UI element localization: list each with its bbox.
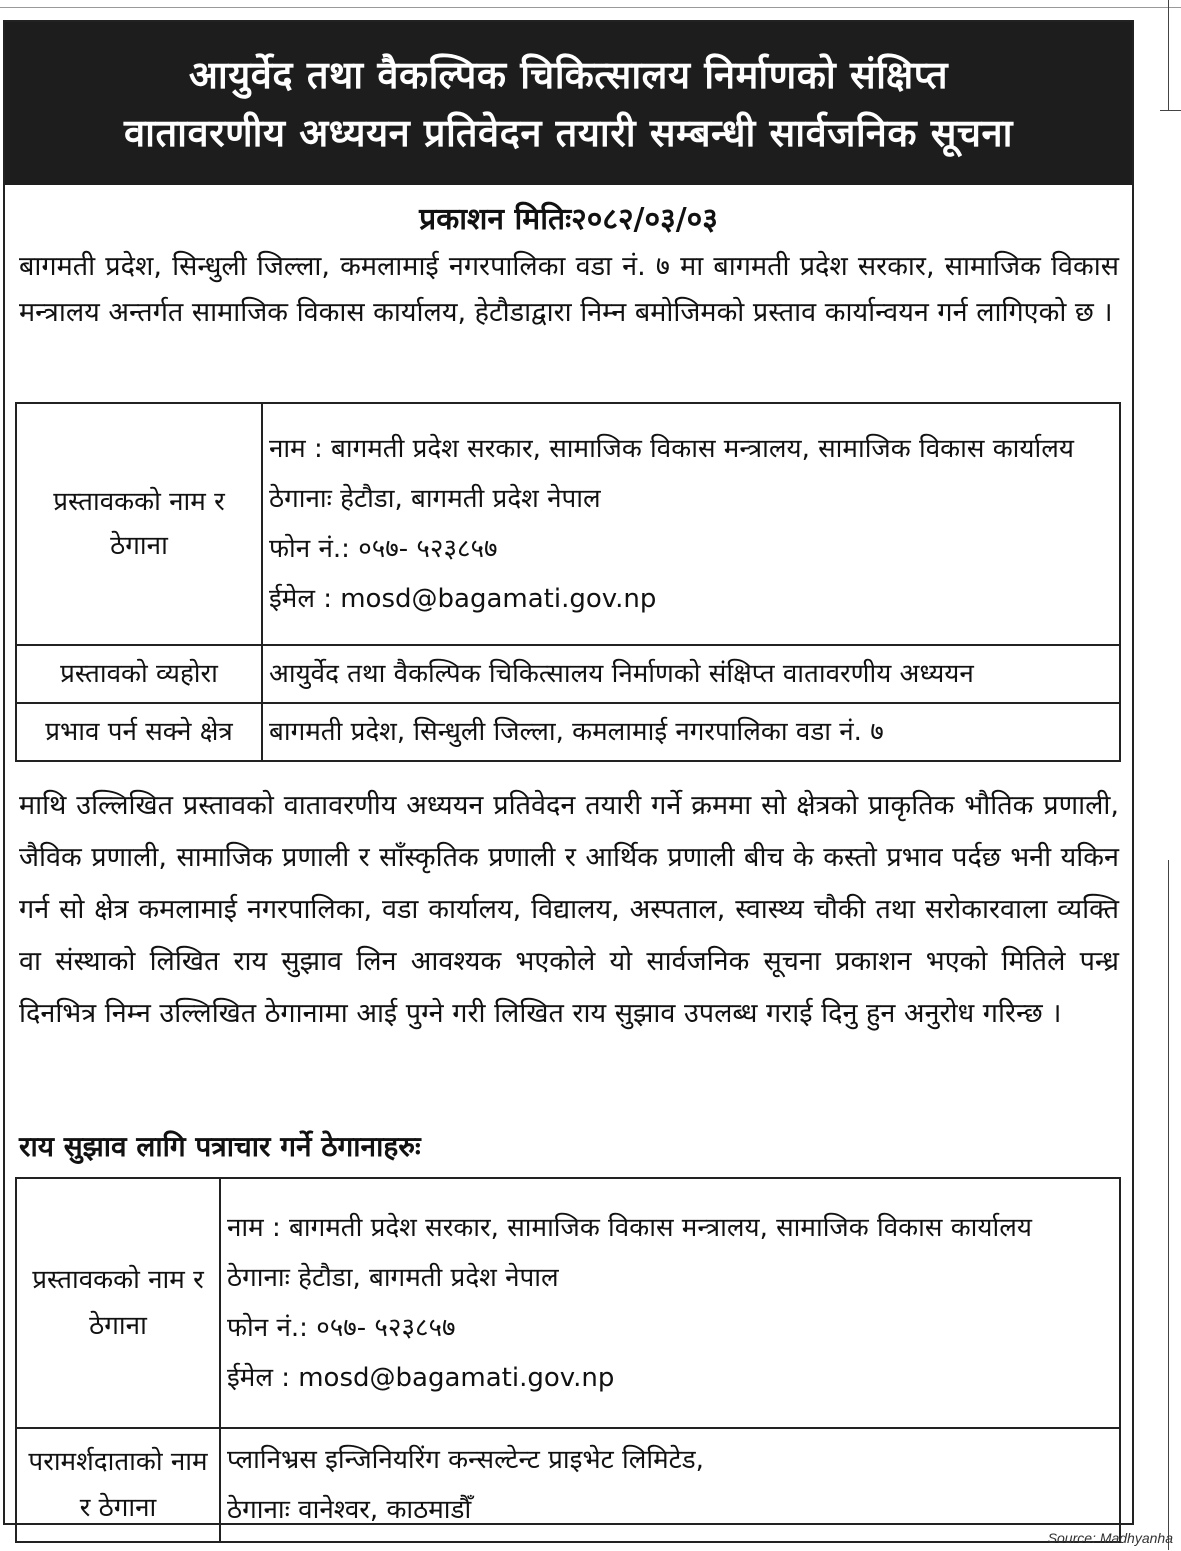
table-row	[16, 1428, 1120, 1542]
consultant-name: प्लानिभ्रस इन्जिनियरिंग कन्सल्टेन्ट प्राइभेट लिमिटेड,	[227, 1445, 704, 1475]
crop-line-right-tick	[1160, 110, 1181, 111]
contact-proponent-email: ईमेल : mosd@bagamati.gov.np	[227, 1363, 615, 1393]
contact-proponent-phone: फोन नं.: ०५७- ५२३८५७	[227, 1313, 456, 1343]
crop-line-top	[0, 0, 1181, 8]
source-credit: Source: Madhyanha	[1047, 1530, 1173, 1546]
proponent-details	[262, 403, 1120, 645]
consultant-details	[220, 1428, 1120, 1542]
contact-proponent-details	[220, 1178, 1120, 1428]
affected-area-label: प्रभाव पर्न सक्ने क्षेत्र	[16, 703, 262, 761]
proponent-phone: फोन नं.: ०५७- ५२३८५७	[269, 534, 498, 564]
affected-area-value: बागमती प्रदेश, सिन्धुली जिल्ला, कमलामाई नगरपालिका वडा नं. ७	[262, 703, 1120, 761]
contact-proponent-address: ठेगानाः हेटौडा, बागमती प्रदेश नेपाल	[227, 1263, 559, 1293]
table-row	[16, 703, 1120, 761]
contact-table	[15, 1177, 1121, 1543]
title-banner	[5, 22, 1132, 185]
intro-paragraph: बागमती प्रदेश, सिन्धुली जिल्ला, कमलामाई नगरपालिका वडा नं. ७ मा बागमती प्रदेश सरकार, सामाजिक विकास मन्त्रालय अन्तर्गत सामाजिक विकास कार्यालय, हेटौडाद्वारा निम्न बमोजिमको प्रस्ताव कार्यान्वयन गर्न लागिएको छ ।	[19, 251, 1119, 328]
body-paragraph: माथि उल्लिखित प्रस्तावको वातावरणीय अध्ययन प्रतिवेदन तयारी गर्ने क्रममा सो क्षेत्रको प्राकृतिक भौतिक प्रणाली, जैविक प्रणाली, सामाजिक प्रणाली र साँस्कृतिक प्रणाली र आर्थिक प्रणाली बीच के कस्तो प्रभाव पर्दछ भनी यकिन गर्न सो क्षेत्र कमलामाई नगरपालिका, वडा कार्यालय, विद्यालय, अस्पताल, स्वास्थ्य चौकी तथा सरोकारवाला व्यक्ति वा संस्थाको लिखित राय सुझाव लिन आवश्यक भएकोले यो सार्वजनिक सूचना प्रकाशन भएको मितिले पन्ध्र दिनभित्र निम्न उल्लिखित ठेगानामा आई पुग्ने गरी लिखित राय सुझाव उपलब्ध गराई दिनु हुन अनुरोध गरिन्छ ।	[19, 790, 1119, 1029]
proposal-subject-value: आयुर्वेद तथा वैकल्पिक चिकित्सालय निर्माणको संक्षिप्त वातावरणीय अध्ययन	[262, 645, 1120, 703]
consultant-label: परामर्शदाताको नाम र ठेगाना	[16, 1428, 220, 1542]
title-line-1: आयुर्वेद तथा वैकल्पिक चिकित्सालय निर्माणको संक्षिप्त	[188, 53, 949, 97]
proponent-label: प्रस्तावकको नाम र ठेगाना	[16, 403, 262, 645]
table-row	[16, 645, 1120, 703]
contact-proponent-label: प्रस्तावकको नाम र ठेगाना	[16, 1178, 220, 1428]
consultant-address: ठेगानाः वानेश्वर, काठमाडौँ	[227, 1495, 472, 1525]
proposal-table	[15, 402, 1121, 762]
crop-line-right-bottom	[1168, 860, 1169, 1550]
proposal-subject-label: प्रस्तावको व्यहोरा	[16, 645, 262, 703]
proponent-email: ईमेल : mosd@bagamati.gov.np	[269, 584, 657, 614]
table-row	[16, 403, 1120, 645]
proponent-address: ठेगानाः हेटौडा, बागमती प्रदेश नेपाल	[269, 484, 601, 514]
title-line-2: वातावरणीय अध्ययन प्रतिवेदन तयारी सम्बन्धी सार्वजनिक सूचना	[123, 111, 1013, 155]
publish-date: प्रकाशन मितिः२०८२/०३/०३	[419, 202, 718, 237]
notice-frame	[3, 20, 1134, 1525]
crop-line-right-top	[1168, 0, 1169, 110]
proponent-name: नाम : बागमती प्रदेश सरकार, सामाजिक विकास मन्त्रालय, सामाजिक विकास कार्यालय	[269, 434, 1074, 464]
contact-heading: राय सुझाव लागि पत्राचार गर्ने ठेगानाहरुः	[19, 1130, 421, 1163]
contact-proponent-name: नाम : बागमती प्रदेश सरकार, सामाजिक विकास मन्त्रालय, सामाजिक विकास कार्यालय	[227, 1213, 1032, 1243]
table-row	[16, 1178, 1120, 1428]
